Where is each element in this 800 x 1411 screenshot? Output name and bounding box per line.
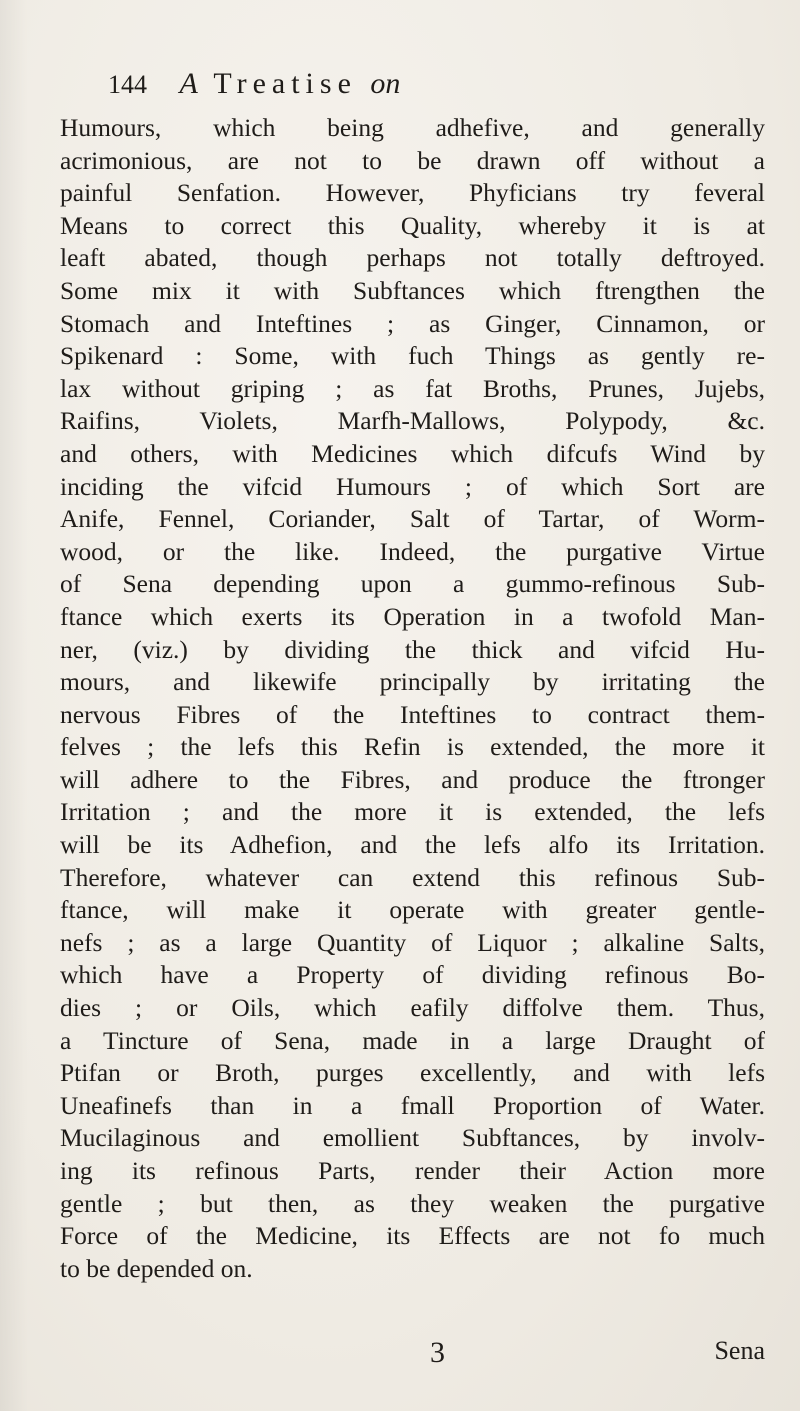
text-line: nefs ; as a large Quantity of Liquor ; alkaline Salts, (60, 927, 765, 957)
text-line: painful Senfation. However, Phyficians try feveral (60, 178, 765, 208)
text-line: which have a Property of dividing refinous Bo- (60, 960, 765, 990)
page-gutter-shadow (0, 0, 28, 1411)
text-line: Ptifan or Broth, purges excellently, and with lefs (60, 1058, 765, 1088)
text-line: Raifins, Violets, Marfh-Mallows, Polypody, &c. (60, 406, 765, 436)
text-line: ftance, will make it operate with greater gentle- (60, 895, 765, 925)
text-line: Anife, Fennel, Coriander, Salt of Tartar, of Worm- (60, 504, 765, 534)
text-line: and others, with Medicines which difcufs Wind by (60, 438, 765, 468)
body-text (60, 112, 765, 1285)
text-line: will be its Adhefion, and the lefs alfo its Irritation. (60, 830, 765, 860)
text-line-last: to be depended on. (60, 1253, 253, 1283)
running-head-preposition: on (370, 67, 401, 100)
text-line: dies ; or Oils, which eafily diffolve them. Thus, (60, 993, 765, 1023)
text-line: inciding the vifcid Humours ; of which Sort are (60, 471, 765, 501)
text-line: Some mix it with Subftances which ftrengthen the (60, 275, 765, 305)
page-footer (60, 1336, 765, 1380)
text-line: acrimonious, are not to be drawn off without a (60, 145, 765, 175)
text-line: Means to correct this Quality, whereby it is at (60, 210, 765, 240)
catchword: Sena (714, 1336, 765, 1365)
text-line: Humours, which being adhefive, and generally (60, 113, 765, 142)
running-head-article: A (179, 67, 198, 100)
page-number: 144 (108, 70, 147, 99)
running-head (108, 64, 768, 104)
text-line: Irritation ; and the more it is extended, the lefs (60, 797, 765, 827)
text-line: Spikenard : Some, with fuch Things as gently re- (60, 341, 765, 371)
text-line: felves ; the lefs this Refin is extended, the more it (60, 732, 765, 762)
text-line: lax without griping ; as fat Broths, Prunes, Jujebs, (60, 373, 765, 403)
text-line: Stomach and Inteftines ; as Ginger, Cinnamon, or (60, 308, 765, 338)
text-line: Force of the Medicine, its Effects are not fo much (60, 1221, 765, 1251)
text-line: ing its refinous Parts, render their Action more (60, 1156, 765, 1185)
text-line: nervous Fibres of the Inteftines to contract them- (60, 699, 765, 729)
text-line: Therefore, whatever can extend this refinous Sub- (60, 862, 765, 892)
text-line: mours, and likewife principally by irritating the (60, 667, 765, 697)
text-line: Uneafinefs than in a fmall Proportion of Water. (60, 1090, 765, 1120)
text-line: a Tincture of Sena, made in a large Draught of (60, 1025, 765, 1055)
text-line: gentle ; but then, as they weaken the purgative (60, 1188, 765, 1218)
text-line: ftance which exerts its Operation in a twofold Man- (60, 601, 765, 631)
text-line: leaft abated, though perhaps not totally deftroyed. (60, 243, 765, 273)
text-line: ner, (viz.) by dividing the thick and vifcid Hu- (60, 634, 765, 664)
text-line: wood, or the like. Indeed, the purgative Virtue (60, 536, 765, 566)
signature-mark: 3 (430, 1336, 445, 1369)
running-head-title: Treatise (213, 67, 357, 100)
text-line: will adhere to the Fibres, and produce the ftronger (60, 764, 765, 794)
text-line: of Sena depending upon a gummo-refinous Sub- (60, 569, 765, 599)
text-line: Mucilaginous and emollient Subftances, by involv- (60, 1123, 765, 1153)
